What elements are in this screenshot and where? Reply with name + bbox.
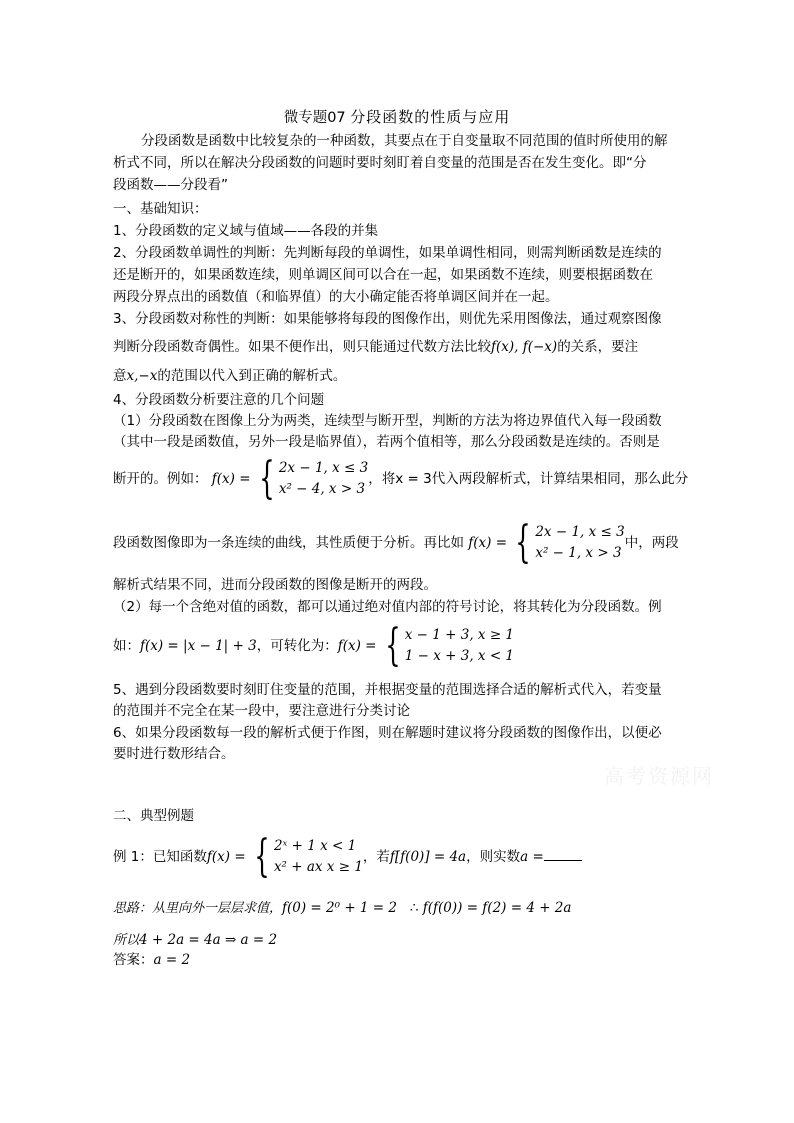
answer-label: 答案： — [113, 952, 154, 968]
problem-pre: 例 1：已知函数 — [113, 849, 207, 865]
point-4-2: （2）每一个含绝对值的函数，都可以通过绝对值内部的符号讨论，将其转化为分段函数。例 — [113, 599, 662, 615]
problem-row-2: x² + ax x ≥ 1 — [273, 859, 363, 875]
piecewise-brace: { 2x − 1, x ≤ 3 x² − 4, x > 3 — [259, 453, 369, 504]
example-3-row-1: x − 1 + 3, x ≥ 1 — [404, 627, 515, 643]
example-absolute — [113, 620, 515, 671]
example-2-post: 中，两段 — [624, 535, 679, 551]
solution-thinking — [113, 898, 571, 919]
example-3-pre: 如： — [113, 638, 140, 654]
example-1-pre: 断开的。例如： — [113, 471, 208, 487]
problem-mid: ，若 — [362, 849, 390, 865]
point-5-line-1: 5、遇到分段函数要时刻盯住变量的范围，并根据变量的范围选择合适的解析式代入，若变量 — [113, 682, 662, 698]
answer-value: a = 2 — [153, 952, 191, 968]
point-6-line-1: 6、如果分段函数每一段的解析式便于作图，则在解题时建议将分段函数的图像作出，以便必 — [113, 725, 662, 741]
point-1: 1、分段函数的定义域与值域——各段的并集 — [113, 223, 379, 239]
example-continuous — [113, 453, 689, 504]
intro-line-2: 析式不同，所以在解决分段函数的问题时要时刻盯着自变量的范围是否在发生变化。即“分 — [113, 155, 647, 171]
thinking-step-1: f(0) = 2⁰ + 1 = 2 — [282, 900, 397, 916]
page-title — [0, 106, 794, 127]
math-x-neg-x: x,−x — [126, 368, 158, 384]
example-3-lhs: f(x) = — [337, 638, 377, 654]
point-4-1-line-2: （其中一段是函数值，另外一段是临界值），若两个值相等，那么分段函数是连续的。否则是 — [113, 434, 660, 450]
example-1-post: ，将x = 3代入两段解析式，计算结果相同，那么此分 — [368, 471, 689, 487]
point-6-line-2: 要时进行数形结合。 — [113, 746, 235, 762]
example-1-row-1: 2x − 1, x ≤ 3 — [278, 460, 369, 476]
so-label: 所以 — [113, 933, 140, 948]
example-1-row-2: x² − 4, x > 3 — [278, 481, 366, 497]
point-3-text: 判断分段函数奇偶性。如果不便作出，则只能通过代数方法比较 — [113, 339, 491, 355]
example-1-lhs: f(x) = — [211, 471, 251, 487]
example-2-row-1: 2x − 1, x ≤ 3 — [535, 524, 625, 540]
problem-condition: f[f(0)] = 4a — [389, 849, 467, 865]
example-problem-1 — [113, 831, 582, 882]
so-equation: 4 + 2a = 4a ⇒ a = 2 — [139, 932, 278, 948]
point-2-line-2: 还是断开的，如果函数连续，则单调区间可以合在一起，如果函数不连续，则要根据函数在 — [113, 267, 653, 283]
point-3-text-tail: 的关系，要注 — [557, 339, 639, 355]
title-prefix: 微专题07 — [283, 110, 346, 126]
problem-post: ，则实数 — [466, 849, 521, 865]
point-3c-pre: 意 — [113, 368, 127, 384]
point-3-line-1: 3、分段函数对称性的判断：如果能够将每段的图像作出，则优先采用图像法，通过观察图像 — [113, 311, 662, 327]
piecewise-brace: { 2x − 1, x ≤ 3 x² − 1, x > 3 — [515, 517, 625, 568]
example-2-tail: 解析式结果不同，进而分段函数的图像是断开的两段。 — [113, 577, 437, 593]
solution-so — [113, 930, 277, 951]
problem-lhs: f(x) = — [206, 849, 246, 865]
section-heading-basics: 一、基础知识： — [113, 201, 208, 217]
intro-line-3: 段函数——分段看” — [113, 177, 228, 193]
piecewise-brace: { x − 1 + 3, x ≥ 1 1 − x + 3, x < 1 — [385, 620, 515, 671]
point-4-1-line-1: （1）分段函数在图像上分为两类，连续型与断开型，判断的方法为将边界值代入每一段函数 — [113, 413, 662, 429]
title-main: 分段函数的性质与应用 — [350, 108, 511, 126]
example-3-row-2: 1 − x + 3, x < 1 — [404, 648, 515, 664]
point-3c-post: 的范围以代入到正确的解析式。 — [157, 368, 347, 384]
math-f-x-neg: f(x), f(−x) — [491, 339, 558, 355]
example-2-lhs: f(x) = — [468, 535, 508, 551]
piecewise-brace: { 2ˣ + 1 x < 1 x² + ax x ≥ 1 — [254, 831, 363, 882]
section-heading-examples: 二、典型例题 — [113, 808, 194, 824]
point-3-line-2 — [113, 337, 638, 357]
point-3-line-3 — [113, 366, 346, 386]
point-2-line-3: 两段分界点出的函数值（和临界值）的大小确定能否将单调区间并在一起。 — [113, 289, 559, 305]
example-3-mid: ，可转化为： — [256, 638, 338, 654]
thinking-label: 思路：从里向外一层层求值， — [113, 901, 283, 916]
watermark: 高考资源网 — [604, 764, 714, 788]
answer-blank — [544, 846, 582, 861]
example-discontinuous — [113, 517, 679, 568]
example-2-pre: 段函数图像即为一条连续的曲线，其性质便于分析。再比如 — [113, 535, 464, 551]
thinking-step-2: f(f(0)) = f(2) = 4 + 2a — [422, 900, 572, 916]
example-3-func: f(x) = |x − 1| + 3 — [140, 638, 257, 654]
point-5-line-2: 的范围并不完全在某一段中，要注意进行分类讨论 — [113, 703, 410, 719]
example-2-row-2: x² − 1, x > 3 — [535, 545, 622, 561]
point-2-line-1: 2、分段函数单调性的判断：先判断每段的单调性，如果单调性相同，则需判断函数是连续的 — [113, 245, 662, 261]
problem-variable: a = — [520, 849, 544, 865]
answer-line — [113, 950, 190, 970]
point-4: 4、分段函数分析要注意的几个问题 — [113, 392, 325, 408]
therefore-symbol: ∴ — [409, 900, 419, 916]
problem-row-1: 2ˣ + 1 x < 1 — [273, 838, 357, 854]
intro-line-1: 分段函数是函数中比较复杂的一种函数，其要点在于自变量取不同范围的值时所使用的解 — [141, 133, 668, 149]
